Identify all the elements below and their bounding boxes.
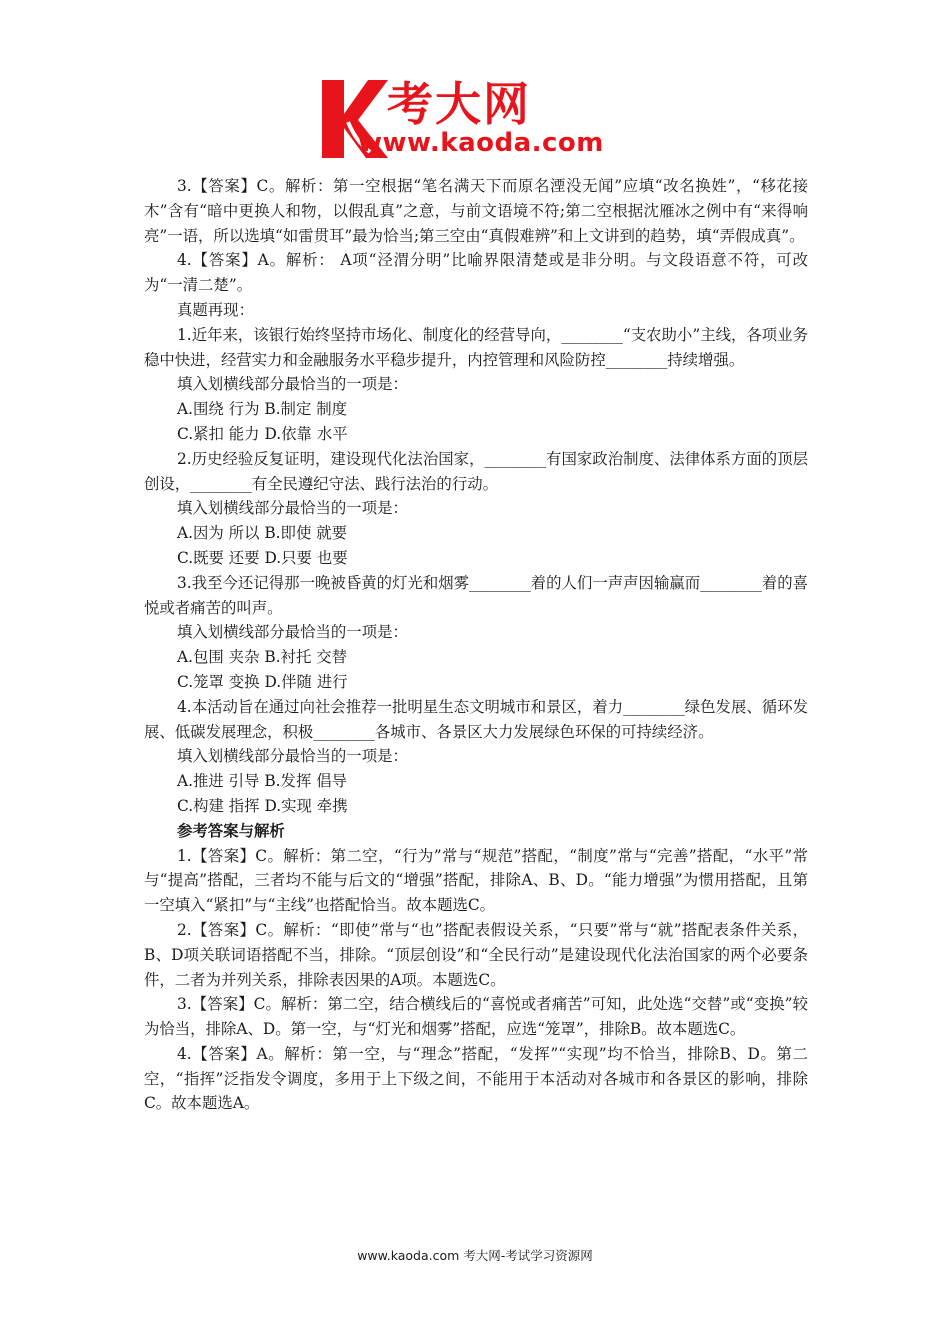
question-paragraph: 4.本活动旨在通过向社会推荐一批明星生态文明城市和景区，着力________绿色发展、循环发展、低碳发展理念，积极________各城市、各景区大力发展绿色环保的可持续经济。 [144,697,808,741]
question-option: A.包围 夹杂 B.衬托 交替 [177,648,348,667]
answer-paragraph: 3.【答案】C。解析：第一空根据“笔名满天下而原名湮没无闻”应填“改名换姓”，“移花接木”含有“暗中更换人和物，以假乱真”之意，与前文语境不符;第二空根据沈雁冰之例中有“来得响亮”一语，所以选填“如雷贯耳”最为恰当;第三空由“真假难辨”和上文讲到的趋势，填“弄假成真”。 [144,177,808,245]
question-option: C.构建 指挥 D.实现 牵携 [177,796,348,815]
answers-heading: 参考答案与解析 [177,821,285,840]
question-option: A.因为 所以 B.即使 就要 [177,524,348,543]
question-option: A.围绕 行为 B.制定 制度 [177,400,348,419]
question-prompt: 填入划横线部分最恰当的一项是： [177,623,408,642]
answer-paragraph: 4.【答案】A。解析：第一空，与“理念”搭配，“发挥”“实现”均不恰当，排除B、D。第二空，“指挥”泛指发令调度，多用于上下级之间，不能用于本活动对各城市和各景区的影响，排除C。故本题选A。 [144,1044,808,1113]
answer-paragraph: 3.【答案】C。解析：第二空，结合横线后的“喜悦或者痛苦”可知，此处选“交替”或“变换”较为恰当，排除A、D。第一空，与“灯光和烟雾”搭配，应选“笼罩”，排除B。故本题选C。 [144,995,808,1039]
answer-paragraph: 1.【答案】C。解析：第二空，“行为”常与“规范”搭配，“制度”常与“完善”搭配，“水平”常与“提高”搭配，三者均不能与后文的“增强”搭配，排除A、B、D。“能力增强”为惯用搭配，且第一空填入“紧扣”与“主线”也搭配恰当。故本题选C。 [144,846,808,915]
question-option: C.既要 还要 D.只要 也要 [177,548,348,567]
question-option: C.笼罩 变换 D.伴随 进行 [177,672,348,691]
question-option: C.紧扣 能力 D.依靠 水平 [177,424,348,443]
kaoda-logo [318,78,638,160]
question-prompt: 填入划横线部分最恰当的一项是： [177,499,408,518]
logo-brand-url: www.kaoda.com [358,128,604,158]
question-prompt: 填入划横线部分最恰当的一项是： [177,375,408,394]
logo-brand-name: 考大网 [387,77,531,131]
question-paragraph: 1.近年来，该银行始终坚持市场化、制度化的经营导向，________“支农助小”主线，各项业务稳中快进，经营实力和金融服务水平稳步提升，内控管理和风险防控________持续增强。 [144,325,808,369]
section-label: 真题再现： [177,300,254,319]
answer-paragraph: 2.【答案】C。解析：“即使”常与“也”搭配表假设关系，“只要”常与“就”搭配表条件关系，B、D项关联词语搭配不当，排除。“顶层创设”和“全民行动”是建设现代化法治国家的两个必要条件，二者为并列关系，排除表因果的A项。本题选C。 [144,920,808,989]
question-option: A.推进 引导 B.发挥 倡导 [177,772,348,791]
page-footer: www.kaoda.com 考大网-考试学习资源网 [357,1248,593,1263]
question-paragraph: 2.历史经验反复证明，建设现代化法治国家，________有国家政治制度、法律体系方面的顶层创设，________有全民遵纪守法、践行法治的行动。 [144,449,808,493]
question-paragraph: 3.我至今还记得那一晚被昏黄的灯光和烟雾________着的人们一声声因输赢而________着的喜悦或者痛苦的叫声。 [144,573,808,617]
answer-paragraph: 4.【答案】A。解析： A项“泾渭分明”比喻界限清楚或是非分明。与文段语意不符，可改为“一清二楚”。 [144,251,808,295]
document-body [144,174,808,1116]
question-prompt: 填入划横线部分最恰当的一项是： [177,747,408,766]
